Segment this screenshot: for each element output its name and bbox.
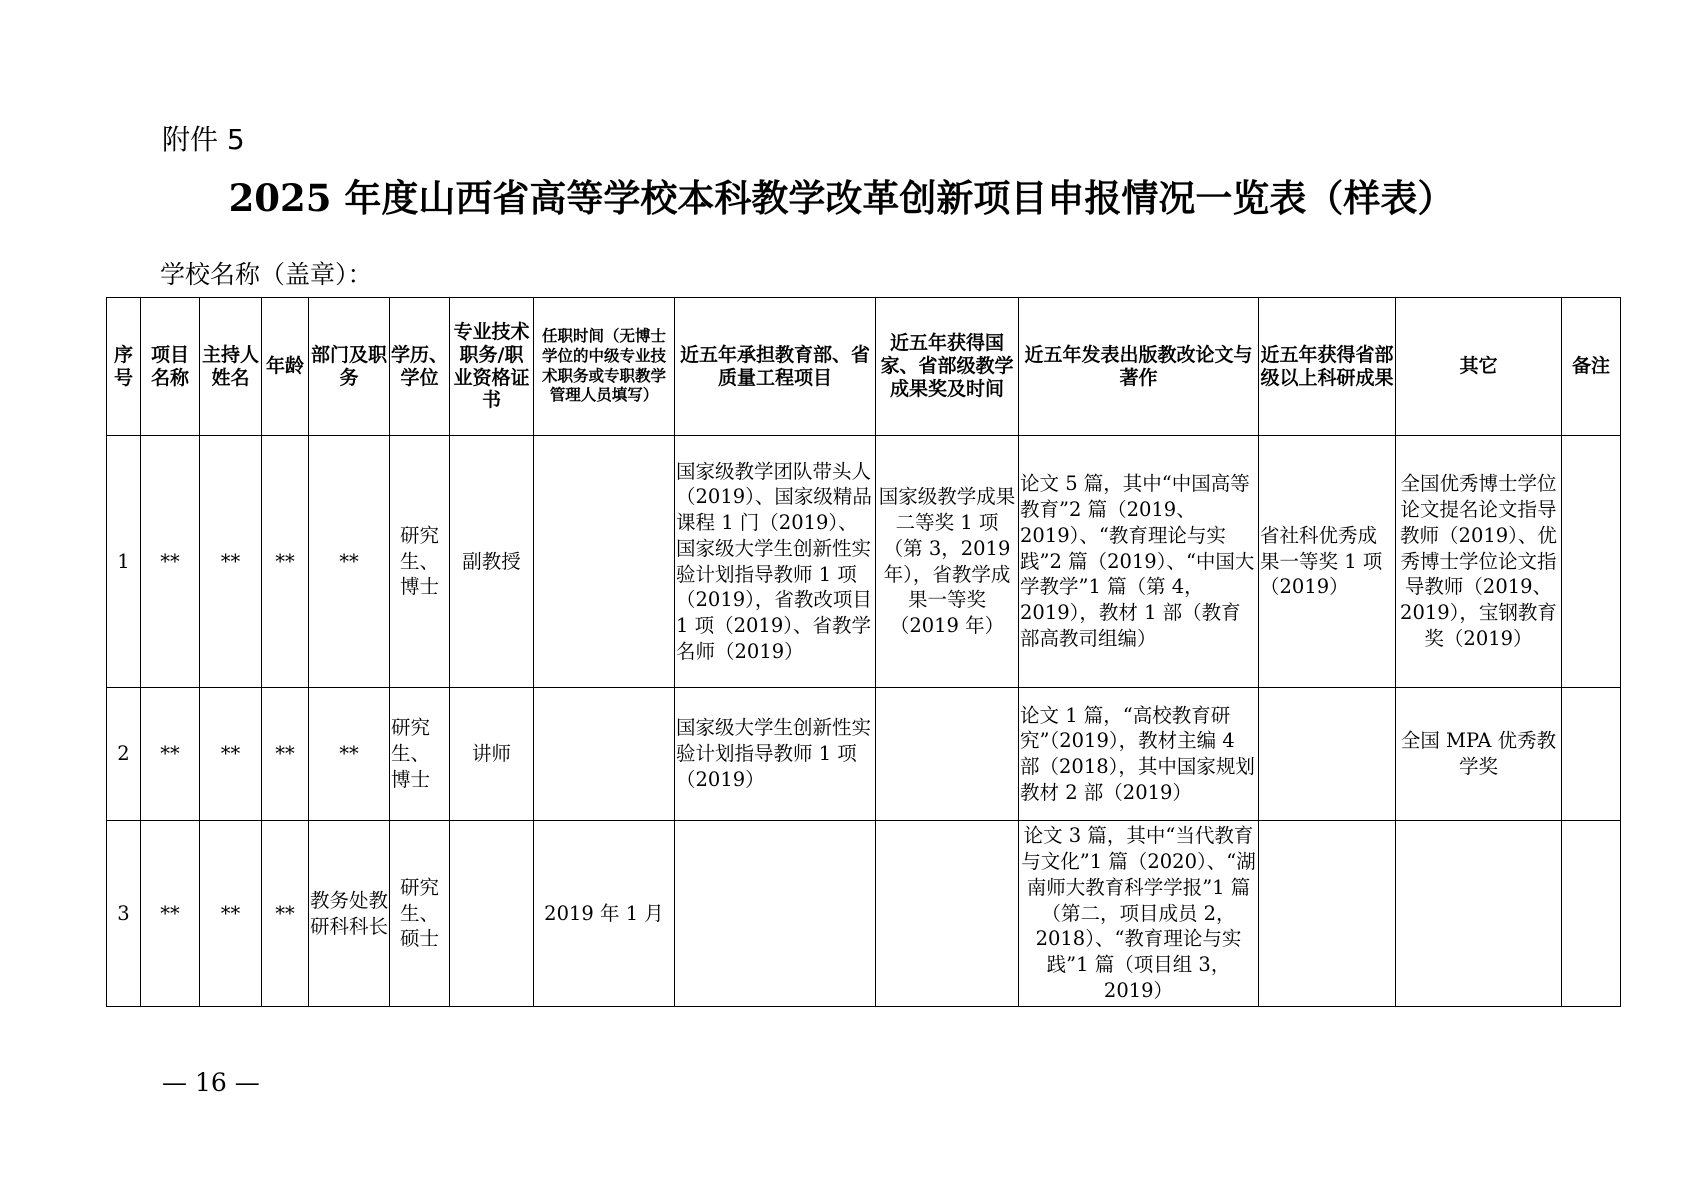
header-other: 其它 (1396, 298, 1562, 436)
school-name-label: 学校名称（盖章）： (160, 260, 373, 289)
cell-papers: 论文 3 篇，其中“当代教育与文化”1 篇（2020）、“湖南师大教育科学学报”1 篇（第二，项目成员 2，2018）、“教育理论与实践”1 篇（项目组 3，2019） (1019, 821, 1259, 1007)
cell-quality-projects: 国家级大学生创新性实验计划指导教师 1 项（2019） (675, 688, 876, 821)
cell-degree: 研究生、博士 (390, 688, 450, 821)
cell-quality-projects: 国家级教学团队带头人（2019）、国家级精品课程 1 门（2019）、国家级大学生创新性实验计划指导教师 1 项（2019），省教改项目 1 项（2019）、省教学名师（2019） (675, 436, 876, 688)
report-table (106, 297, 1621, 1007)
header-note: 备注 (1562, 298, 1621, 436)
cell-host: ** (200, 688, 262, 821)
cell-title (450, 821, 534, 1007)
cell-awards (876, 821, 1019, 1007)
header-tenure-time: 任职时间（无博士学位的中级专业技术职务或专职教学管理人员填写） (534, 298, 675, 436)
cell-title: 讲师 (450, 688, 534, 821)
header-papers: 近五年发表出版教改论文与著作 (1019, 298, 1259, 436)
header-research-results: 近五年获得省部级以上科研成果 (1259, 298, 1396, 436)
cell-papers: 论文 5 篇，其中“中国高等教育”2 篇（2019、2019）、“教育理论与实践”2 篇（2019）、“中国大学教学”1 篇（第 4，2019），教材 1 部（教育部高教司组编） (1019, 436, 1259, 688)
cell-degree: 研究生、博士 (390, 436, 450, 688)
cell-no: 3 (107, 821, 141, 1007)
cell-dept: 教务处教研科科长 (309, 821, 390, 1007)
attachment-label: 附件 5 (162, 123, 245, 156)
cell-host: ** (200, 436, 262, 688)
cell-dept: ** (309, 436, 390, 688)
table-row (107, 821, 1621, 1007)
cell-tenure: 2019 年 1 月 (534, 821, 675, 1007)
cell-host: ** (200, 821, 262, 1007)
cell-project: ** (141, 688, 200, 821)
cell-project: ** (141, 436, 200, 688)
cell-papers: 论文 1 篇，“高校教育研究”（2019），教材主编 4 部（2018），其中国家规划教材 2 部（2019） (1019, 688, 1259, 821)
cell-title: 副教授 (450, 436, 534, 688)
cell-age: ** (262, 821, 309, 1007)
table-header-row (107, 298, 1621, 436)
cell-research (1259, 821, 1396, 1007)
table-row (107, 436, 1621, 688)
cell-other: 全国 MPA 优秀教学奖 (1396, 688, 1562, 821)
page-number: — 16 — (162, 1068, 260, 1097)
cell-other: 全国优秀博士学位论文提名论文指导教师（2019）、优秀博士学位论文指导教师（2019、2019），宝钢教育奖（2019） (1396, 436, 1562, 688)
cell-research: 省社科优秀成果一等奖 1 项（2019） (1259, 436, 1396, 688)
page-title: 2025 年度山西省高等学校本科教学改革创新项目申报情况一览表（样表） (228, 176, 1455, 220)
header-quality-projects: 近五年承担教育部、省质量工程项目 (675, 298, 876, 436)
header-project-name: 项目名称 (141, 298, 200, 436)
cell-no: 2 (107, 688, 141, 821)
cell-note (1562, 436, 1621, 688)
header-host-name: 主持人姓名 (200, 298, 262, 436)
cell-quality-projects (675, 821, 876, 1007)
header-professional-title: 专业技术职务/职业资格证书 (450, 298, 534, 436)
table-row (107, 688, 1621, 821)
cell-dept: ** (309, 688, 390, 821)
cell-tenure (534, 436, 675, 688)
header-age: 年龄 (262, 298, 309, 436)
cell-awards (876, 688, 1019, 821)
header-teaching-awards: 近五年获得国家、省部级教学成果奖及时间 (876, 298, 1019, 436)
cell-awards: 国家级教学成果二等奖 1 项（第 3，2019 年），省教学成果一等奖（2019 年） (876, 436, 1019, 688)
cell-note (1562, 821, 1621, 1007)
cell-no: 1 (107, 436, 141, 688)
cell-other (1396, 821, 1562, 1007)
cell-project: ** (141, 821, 200, 1007)
cell-research (1259, 688, 1396, 821)
cell-note (1562, 688, 1621, 821)
header-department: 部门及职务 (309, 298, 390, 436)
cell-age: ** (262, 688, 309, 821)
cell-age: ** (262, 436, 309, 688)
cell-tenure (534, 688, 675, 821)
cell-degree: 研究生、硕士 (390, 821, 450, 1007)
header-no: 序号 (107, 298, 141, 436)
header-degree: 学历、学位 (390, 298, 450, 436)
